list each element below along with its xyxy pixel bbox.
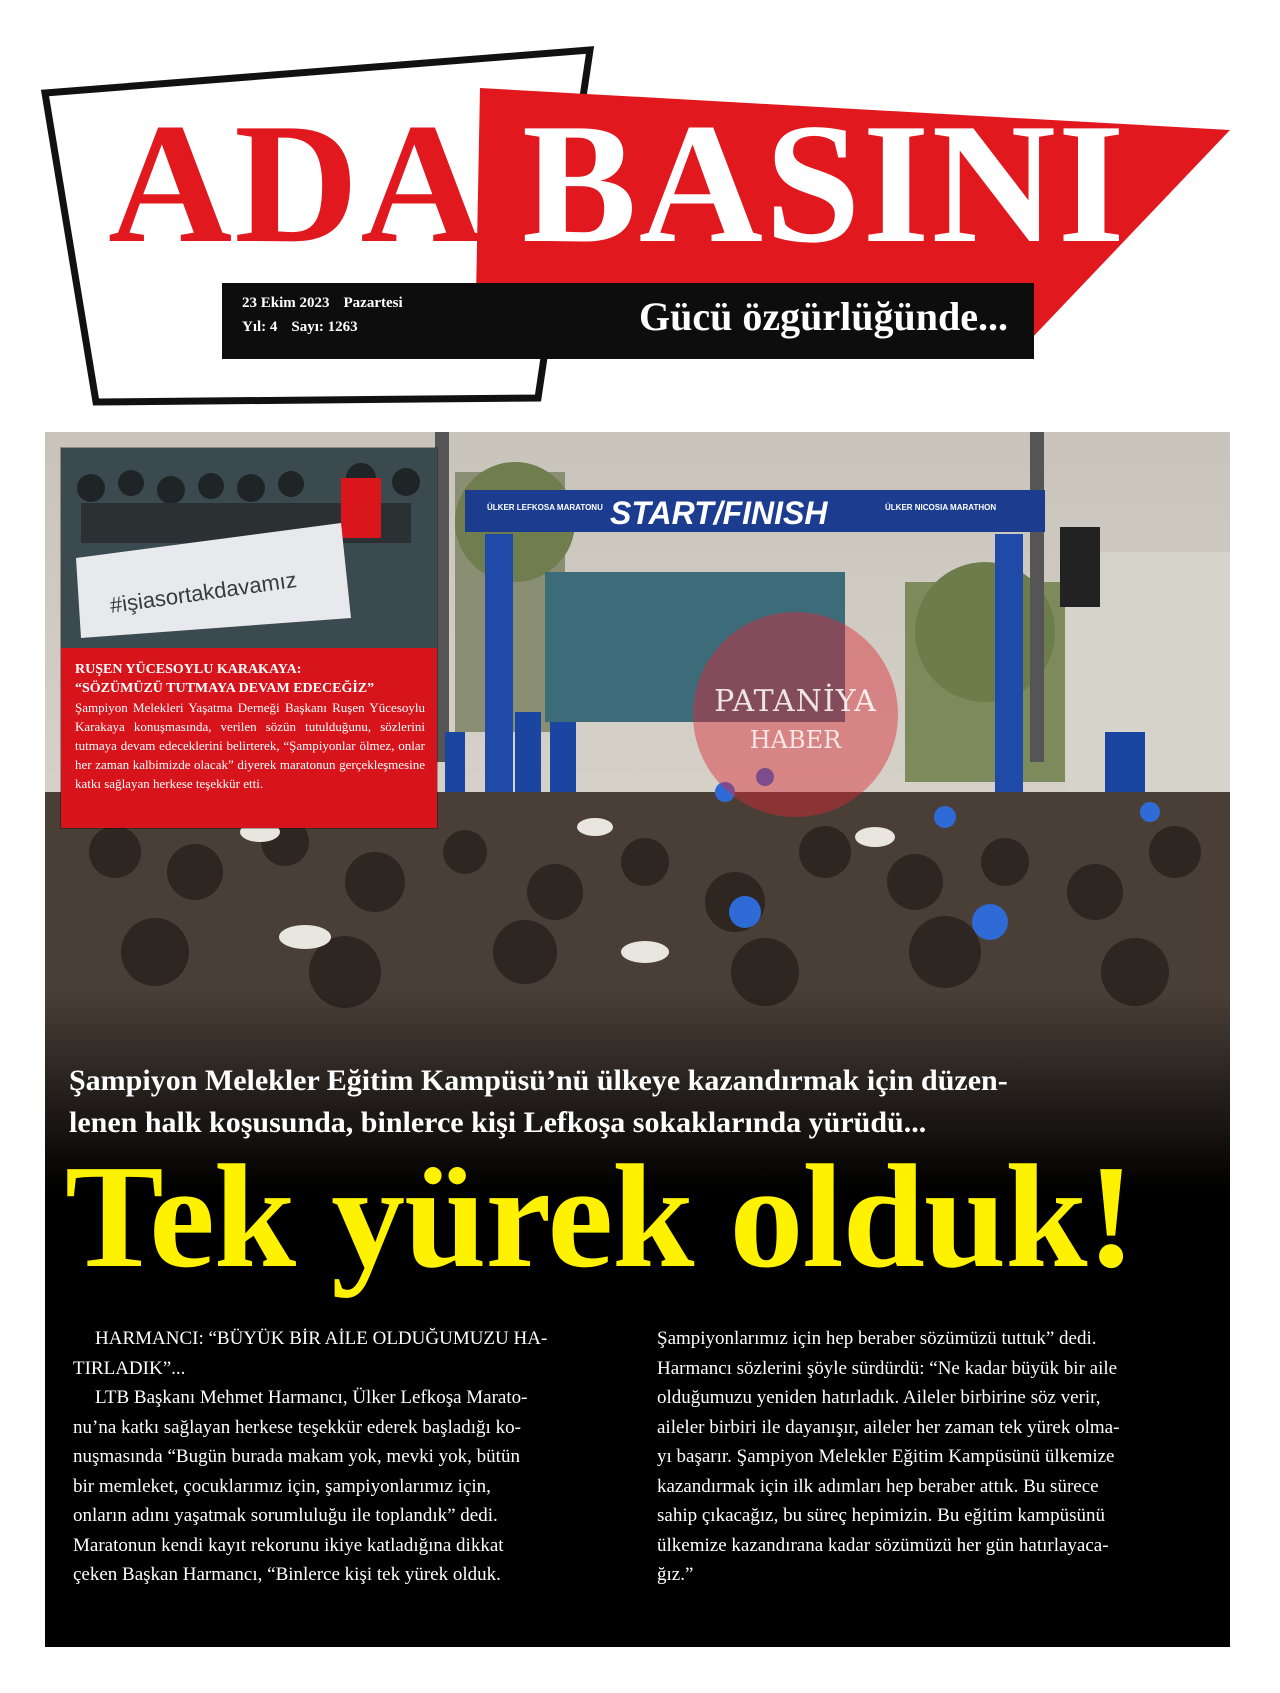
article-line: Şampiyonlarımız için hep beraber sözümüzü tuttuk” dedi. [657,1328,1097,1349]
subheadline-line: lenen halk koşusunda, binlerce kişi Lefkoşa sokaklarında yürüdü... [69,1106,927,1139]
article-column-left [73,1324,603,1590]
article-line: ülkemize kazandırana kadar sözümüzü her gün hatırlayaca- [657,1534,1109,1556]
inset-story [61,448,437,828]
gantry-banner-sub-left: ÜLKER LEFKOSA MARATONU [487,503,603,512]
article-line: aileler birbiri ile dayanışır, aileler her zaman tek yürek olma- [657,1416,1120,1438]
article-line: onların adını yaşatmak sorumluluğu ile toplandık” dedi. [73,1505,498,1526]
inset-heading-1: RUŞEN YÜCESOYLU KARAKAYA: [75,662,302,677]
gantry-banner-text: START/FINISH [610,495,828,531]
article-line: Maratonun kendi kayıt rekorunu ikiye katladığına dikkat [73,1534,504,1556]
issue-year: Yıl: 4 [242,319,278,335]
article-line: TIRLADIK”... [73,1357,186,1379]
article-line: HARMANCI: “BÜYÜK BİR AİLE OLDUĞUMUZU HA- [95,1328,548,1349]
article-line: çeken Başkan Harmancı, “Binlerce kişi tek yürek olduk. [73,1564,501,1585]
inset-text [75,660,425,793]
gantry-banner-sub-right: ÜLKER NICOSIA MARATHON [885,503,997,512]
article-line: ğız.” [657,1564,694,1585]
inset-heading-2: “SÖZÜMÜZÜ TUTMAYA DEVAM EDECEĞİZ” [75,681,375,696]
article-line: olduğumuzu yeniden hatırladık. Aileler birbirine söz verir, [657,1387,1101,1408]
issue-number: Sayı: 1263 [291,319,358,335]
watermark-line-1: PATANİYA [714,684,877,719]
date-bar [222,283,1034,359]
slogan: Gücü özgürlüğünde... [639,294,1008,339]
pataniya-watermark [693,612,898,817]
issue-date: 23 Ekim 2023 [242,295,330,311]
headline: Tek yürek olduk! [65,1135,1135,1299]
issue-number-line [242,319,372,336]
article-column-right [657,1324,1187,1590]
issue-date-line [242,295,417,312]
article-line: sahip çıkacağız, bu süreç hepimizin. Bu eğitim kampüsünü [657,1505,1105,1526]
masthead-title-ada: ADA [108,89,487,279]
subheadline-line: Şampiyon Melekler Eğitim Kampüsü’nü ülkeye kazandırmak için düzen- [69,1064,1008,1097]
masthead-title-basini: BASINI [522,89,1127,279]
inset-sign-text: #işiasortakdavamız [108,566,299,618]
inset-body: Şampiyon Melekleri Yaşatma Derneği Başkanı Ruşen Yücesoylu Karakaya konuşmasında, verilen sözün tutulduğunu, sözlerini tutmaya devam edeceklerini belirterek, “Şampiyonlar ölmez, onlar her zaman kalbimizde olacak” diyerek maratonun gerçekleşmesine katkı sağlayan herkese teşekkür etti. [75,700,425,791]
issue-weekday: Pazartesi [343,295,403,311]
subheadline [69,1060,1209,1144]
article-line: nuşmasında “Bugün burada makam yok, mevki yok, bütün [73,1446,520,1467]
article-line: kazandırmak için ilk adımları hep beraber attık. Bu sürece [657,1475,1099,1497]
inset-photo [61,448,437,648]
cover-story [45,432,1230,1647]
article-line: LTB Başkanı Mehmet Harmancı, Ülker Lefkoşa Marato- [95,1387,528,1408]
masthead [0,0,1280,420]
article-line: yı başarır. Şampiyon Melekler Eğitim Kampüsünü ülkemize [657,1446,1115,1467]
watermark-line-2: HABER [749,726,842,754]
article-line: Harmancı sözlerini şöyle sürdürdü: “Ne kadar büyük bir aile [657,1357,1118,1379]
article-line: bir memleket, çocuklarımız için, şampiyonlarımız için, [73,1475,491,1497]
article-line: nu’na katkı sağlayan herkese teşekkür ederek başladığı ko- [73,1416,521,1438]
